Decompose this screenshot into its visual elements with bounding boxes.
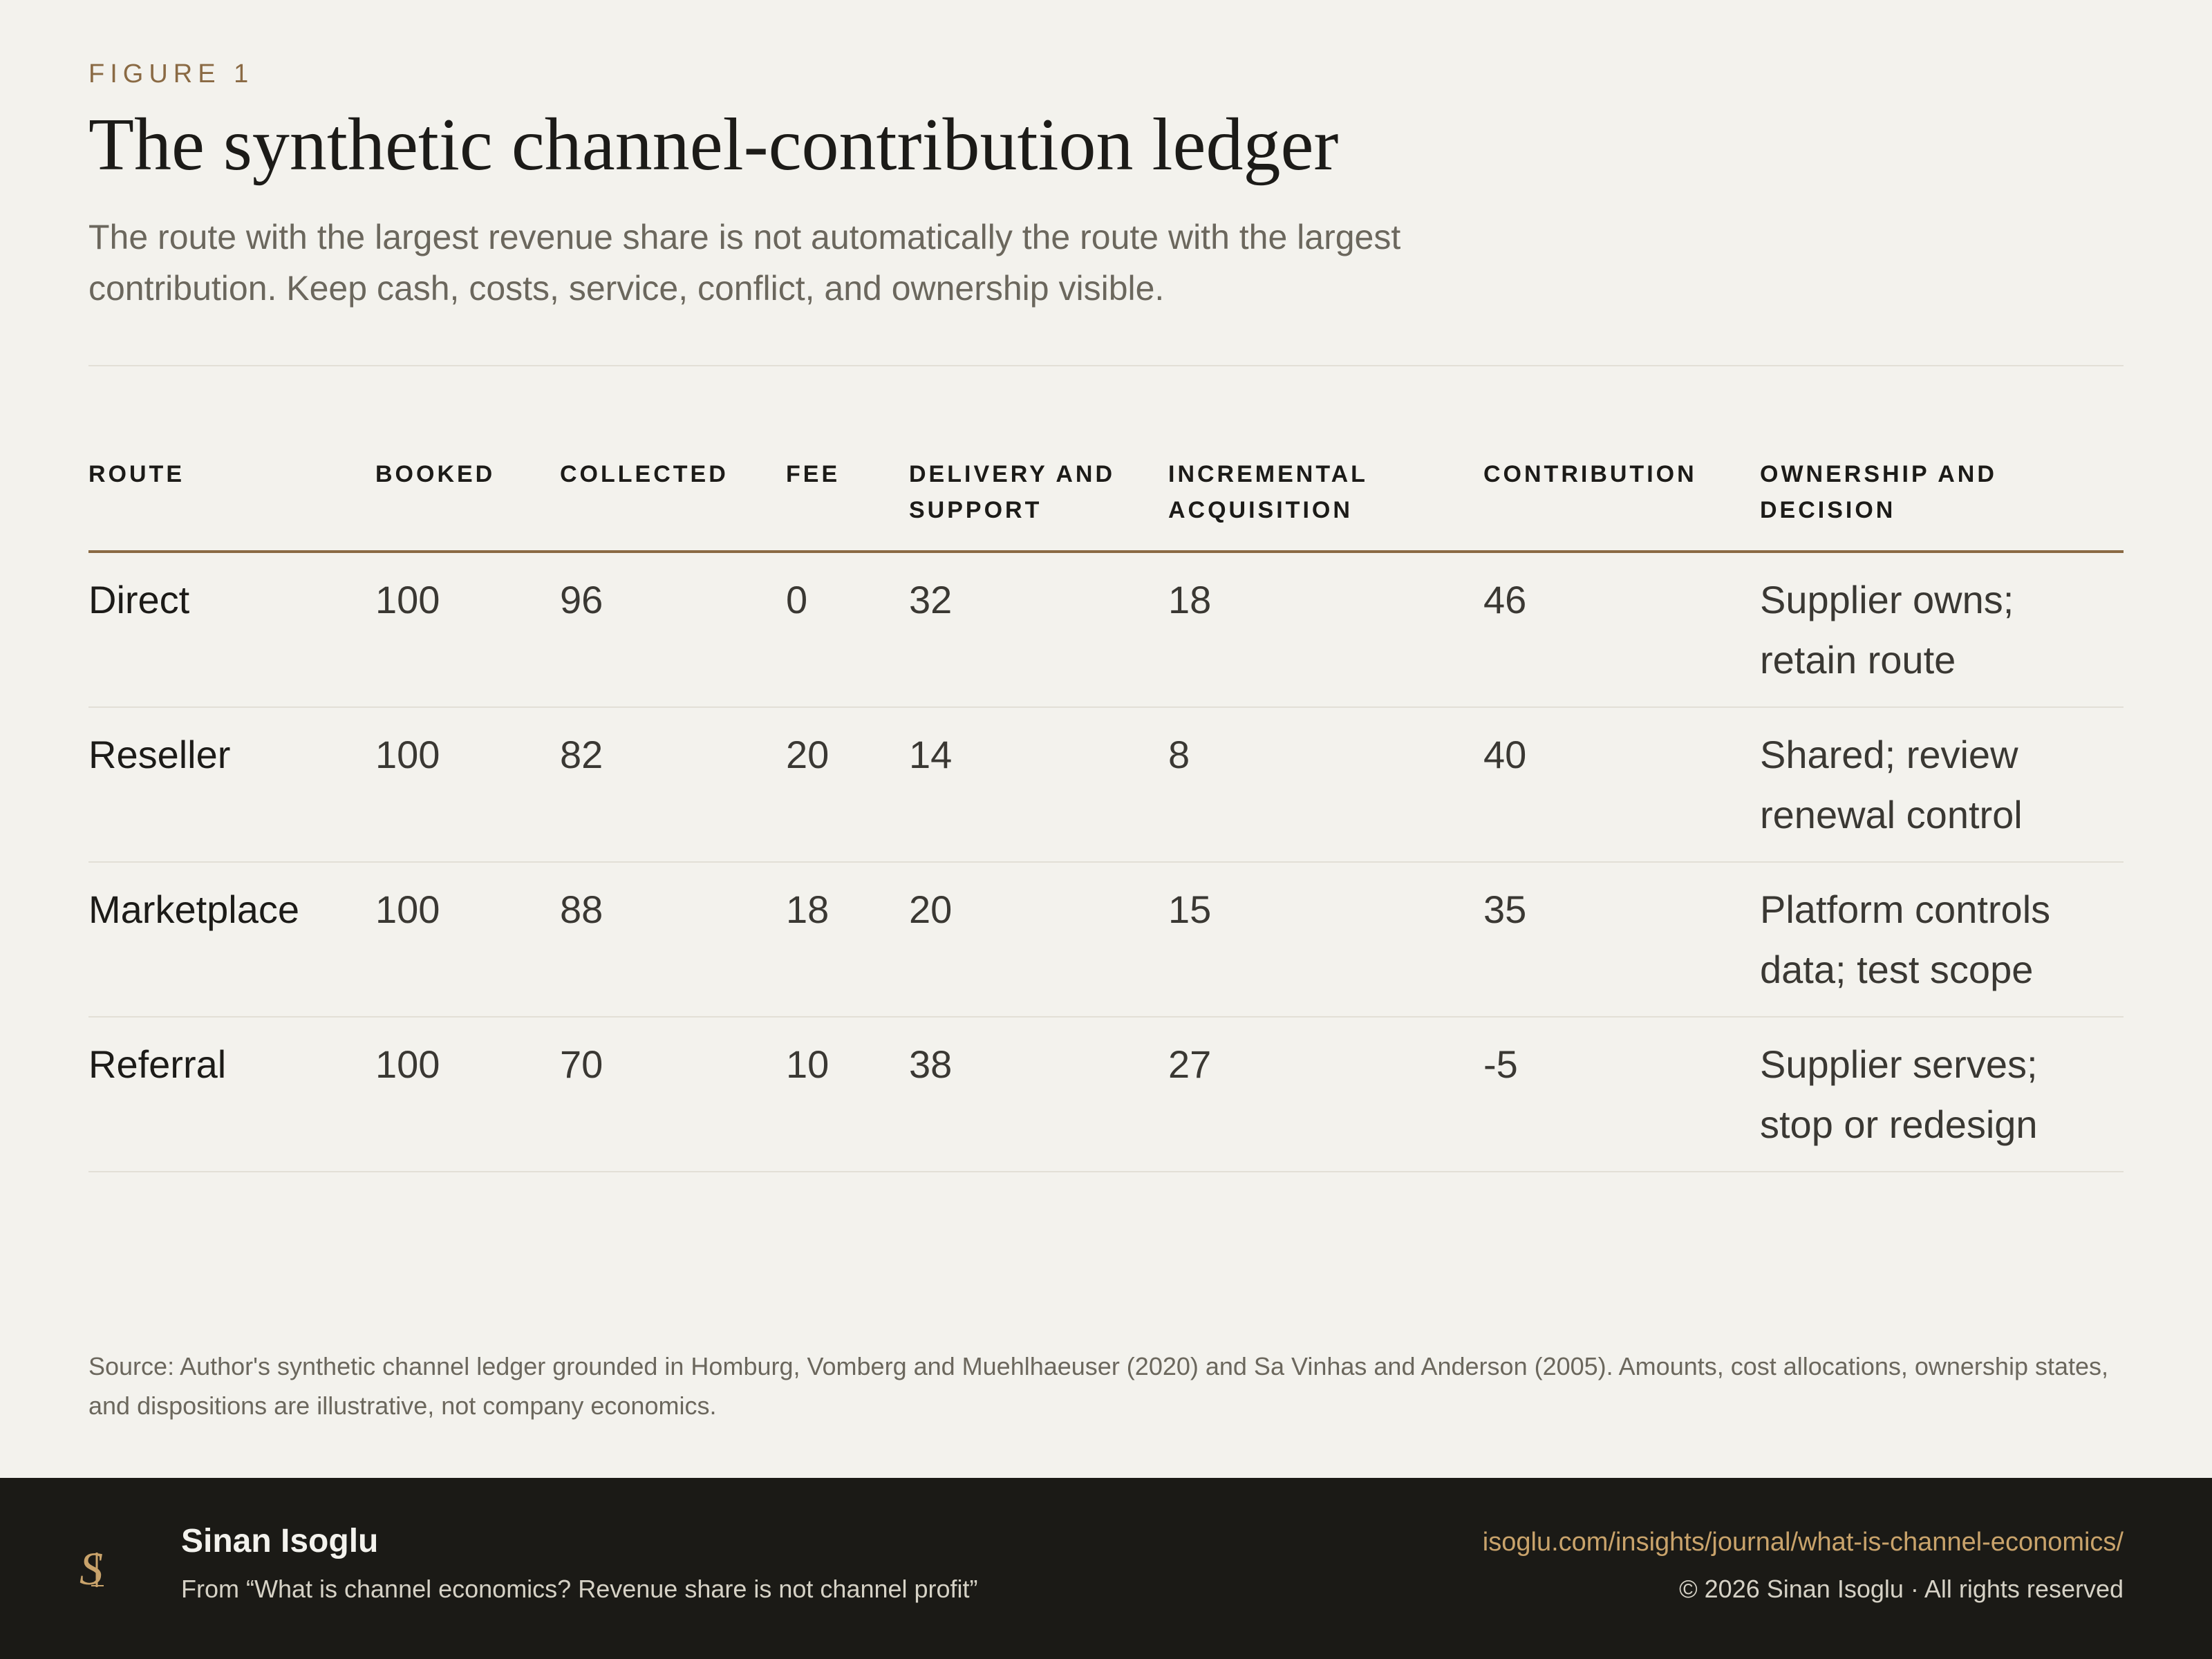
cell-contribution: 40 xyxy=(1483,707,1760,862)
header-incremental-acquisition: INCREMENTAL ACQUISITION xyxy=(1168,456,1483,552)
cell-ownership-decision: Supplier serves; stop or redesign xyxy=(1760,1017,2124,1172)
svg-text:S: S xyxy=(79,1542,103,1595)
cell-incremental-acquisition: 8 xyxy=(1168,707,1483,862)
cell-incremental-acquisition: 18 xyxy=(1168,552,1483,707)
cell-booked: 100 xyxy=(375,707,560,862)
table-row xyxy=(88,552,2124,707)
author-monogram-logo xyxy=(64,1541,119,1597)
cell-route: Referral xyxy=(88,1017,375,1172)
cell-booked: 100 xyxy=(375,1017,560,1172)
table-row xyxy=(88,862,2124,1017)
cell-collected: 70 xyxy=(560,1017,786,1172)
cell-delivery-support: 32 xyxy=(909,552,1168,707)
cell-delivery-support: 14 xyxy=(909,707,1168,862)
cell-fee: 10 xyxy=(786,1017,909,1172)
cell-route: Marketplace xyxy=(88,862,375,1017)
cell-collected: 88 xyxy=(560,862,786,1017)
table-row xyxy=(88,707,2124,862)
table-header-row xyxy=(88,456,2124,552)
figure-title: The synthetic channel-contribution ledger xyxy=(88,104,1339,186)
header-booked: BOOKED xyxy=(375,456,560,552)
header-contribution: CONTRIBUTION xyxy=(1483,456,1760,552)
source-note: Source: Author's synthetic channel ledger grounded in Homburg, Vomberg and Muehlhaeuser (2020) and Sa Vinhas and Anderson (2005). Amounts, cost allocations, ownership states, and dispositions are illustrative, not company economics. xyxy=(88,1352,2109,1420)
header-route: ROUTE xyxy=(88,456,375,552)
footer xyxy=(0,1478,2212,1659)
cell-incremental-acquisition: 27 xyxy=(1168,1017,1483,1172)
copyright-notice: © 2026 Sinan Isoglu · All rights reserved xyxy=(1679,1575,2124,1603)
cell-delivery-support: 38 xyxy=(909,1017,1168,1172)
cell-route: Reseller xyxy=(88,707,375,862)
article-link[interactable]: isoglu.com/insights/journal/what-is-channel-economics/ xyxy=(1482,1528,2124,1557)
cell-fee: 18 xyxy=(786,862,909,1017)
cell-booked: 100 xyxy=(375,552,560,707)
header-delivery-support: DELIVERY AND SUPPORT xyxy=(909,456,1168,552)
article-reference: From “What is channel economics? Revenue share is not channel profit” xyxy=(181,1575,978,1603)
cell-ownership-decision: Platform controls data; test scope xyxy=(1760,862,2124,1017)
cell-ownership-decision: Supplier owns; retain route xyxy=(1760,552,2124,707)
header-ownership-decision: OWNERSHIP AND DECISION xyxy=(1760,456,2124,552)
cell-booked: 100 xyxy=(375,862,560,1017)
cell-incremental-acquisition: 15 xyxy=(1168,862,1483,1017)
cell-ownership-decision: Shared; review renewal control xyxy=(1760,707,2124,862)
figure-subtitle: The route with the largest revenue share is not automatically the route with the largest contribution. Keep cash, costs, service, conflict, and ownership visible. xyxy=(88,218,1401,308)
author-name: Sinan Isoglu xyxy=(181,1523,379,1559)
cell-fee: 0 xyxy=(786,552,909,707)
cell-collected: 96 xyxy=(560,552,786,707)
cell-contribution: 35 xyxy=(1483,862,1760,1017)
cell-route: Direct xyxy=(88,552,375,707)
table-row xyxy=(88,1017,2124,1172)
ledger-table xyxy=(88,456,2124,1172)
cell-delivery-support: 20 xyxy=(909,862,1168,1017)
cell-collected: 82 xyxy=(560,707,786,862)
header-fee: FEE xyxy=(786,456,909,552)
cell-contribution: -5 xyxy=(1483,1017,1760,1172)
cell-contribution: 46 xyxy=(1483,552,1760,707)
header-collected: COLLECTED xyxy=(560,456,786,552)
cell-fee: 20 xyxy=(786,707,909,862)
figure-kicker: FIGURE 1 xyxy=(88,59,254,88)
divider xyxy=(88,365,2124,366)
